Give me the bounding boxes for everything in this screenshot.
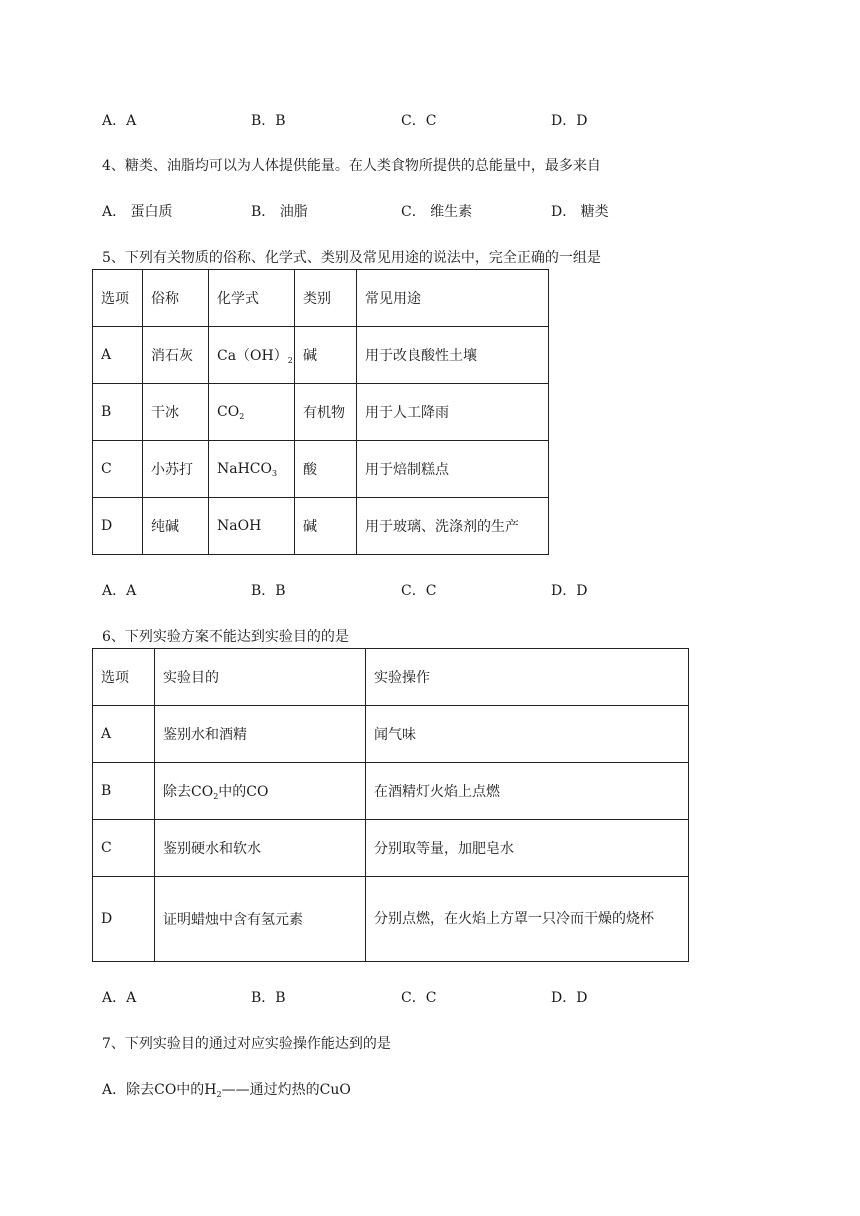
table-row [93,820,689,877]
use-cell: 用于玻璃、洗涤剂的生产 [357,498,549,555]
operation-cell: 闻气味 [366,706,689,763]
formula-cell: NaOH [209,498,295,555]
use-cell: 用于人工降雨 [357,384,549,441]
header-cell: 类别 [295,270,357,327]
q4-option-d[interactable]: D． 糖类 [551,204,609,220]
common-name-cell: 小苏打 [143,441,209,498]
table-row [93,498,549,555]
q7-question: 7、下列实验目的通过对应实验操作能达到的是 [102,1036,391,1052]
q5-options [102,580,722,600]
category-cell: 碱 [295,498,357,555]
formula-cell: NaHCO$_3$ [209,441,295,498]
header-cell: 化学式 [209,270,295,327]
table-header-row [93,270,549,327]
q4-option-c[interactable]: C． 维生素 [401,204,473,220]
option-cell: D [93,877,155,962]
q5-option-d[interactable]: D．D [551,583,588,599]
use-cell: 用于焙制糕点 [357,441,549,498]
q3-option-b[interactable]: B．B [251,113,286,129]
q5-option-a[interactable]: A．A [102,583,137,599]
common-name-cell: 干冰 [143,384,209,441]
table-row [93,877,689,962]
purpose-cell: 证明蜡烛中含有氢元素 [155,877,366,962]
header-cell: 选项 [93,270,143,327]
q6-option-a[interactable]: A．A [102,990,137,1006]
formula-cell: $Ca(OH)_2$ [209,327,295,384]
q6-option-b[interactable]: B．B [251,990,286,1006]
q5-option-c[interactable]: C．C [401,583,437,599]
table-header-row [93,649,689,706]
category-cell: 碱 [295,327,357,384]
header-cell: 实验目的 [155,649,366,706]
operation-cell: 在酒精灯火焰上点燃 [366,763,689,820]
q3-options [102,110,722,130]
formula-cell: $CO_2$ [209,384,295,441]
table-row [93,706,689,763]
header-cell: 俗称 [143,270,209,327]
table-row [93,384,549,441]
option-cell: C [93,820,155,877]
operation-cell: 分别取等量，加肥皂水 [366,820,689,877]
q4-option-b[interactable]: B． 油脂 [251,204,308,220]
q6-option-d[interactable]: D．D [551,990,588,1006]
q6-table [92,648,689,962]
option-cell: B [93,384,143,441]
q6-option-c[interactable]: C．C [401,990,437,1006]
use-cell: 用于改良酸性土壤 [357,327,549,384]
header-cell: 常见用途 [357,270,549,327]
header-cell: 实验操作 [366,649,689,706]
table-row [93,763,689,820]
option-cell: A [93,327,143,384]
q5-question: 5、下列有关物质的俗称、化学式、类别及常见用途的说法中，完全正确的一组是 [102,250,601,266]
option-cell: D [93,498,143,555]
q3-option-a[interactable]: A．A [102,113,137,129]
operation-cell: 分别点燃，在火焰上方罩一只冷而干燥的烧杯 [366,877,689,962]
q7-option-a[interactable]: A．除去CO中的$H_2——$通过灼热的CuO [102,1082,351,1099]
q4-options [102,201,722,221]
option-cell: A [93,706,155,763]
q6-question: 6、下列实验方案不能达到实验目的的是 [102,629,349,645]
purpose-cell: 除去$CO_2$中的CO [155,763,366,820]
category-cell: 酸 [295,441,357,498]
option-cell: C [93,441,143,498]
option-cell: B [93,763,155,820]
category-cell: 有机物 [295,384,357,441]
q5-table [92,269,549,555]
common-name-cell: 纯碱 [143,498,209,555]
q3-option-c[interactable]: C．C [401,113,437,129]
header-cell: 选项 [93,649,155,706]
q5-option-b[interactable]: B．B [251,583,286,599]
purpose-cell: 鉴别水和酒精 [155,706,366,763]
table-row [93,327,549,384]
table-row [93,441,549,498]
purpose-cell: 鉴别硬水和软水 [155,820,366,877]
common-name-cell: 消石灰 [143,327,209,384]
q6-options [102,987,722,1007]
q3-option-d[interactable]: D．D [551,113,588,129]
q4-question: 4、糖类、油脂均可以为人体提供能量。在人类食物所提供的总能量中，最多来自 [102,158,601,174]
q4-option-a[interactable]: A． 蛋白质 [102,204,173,220]
